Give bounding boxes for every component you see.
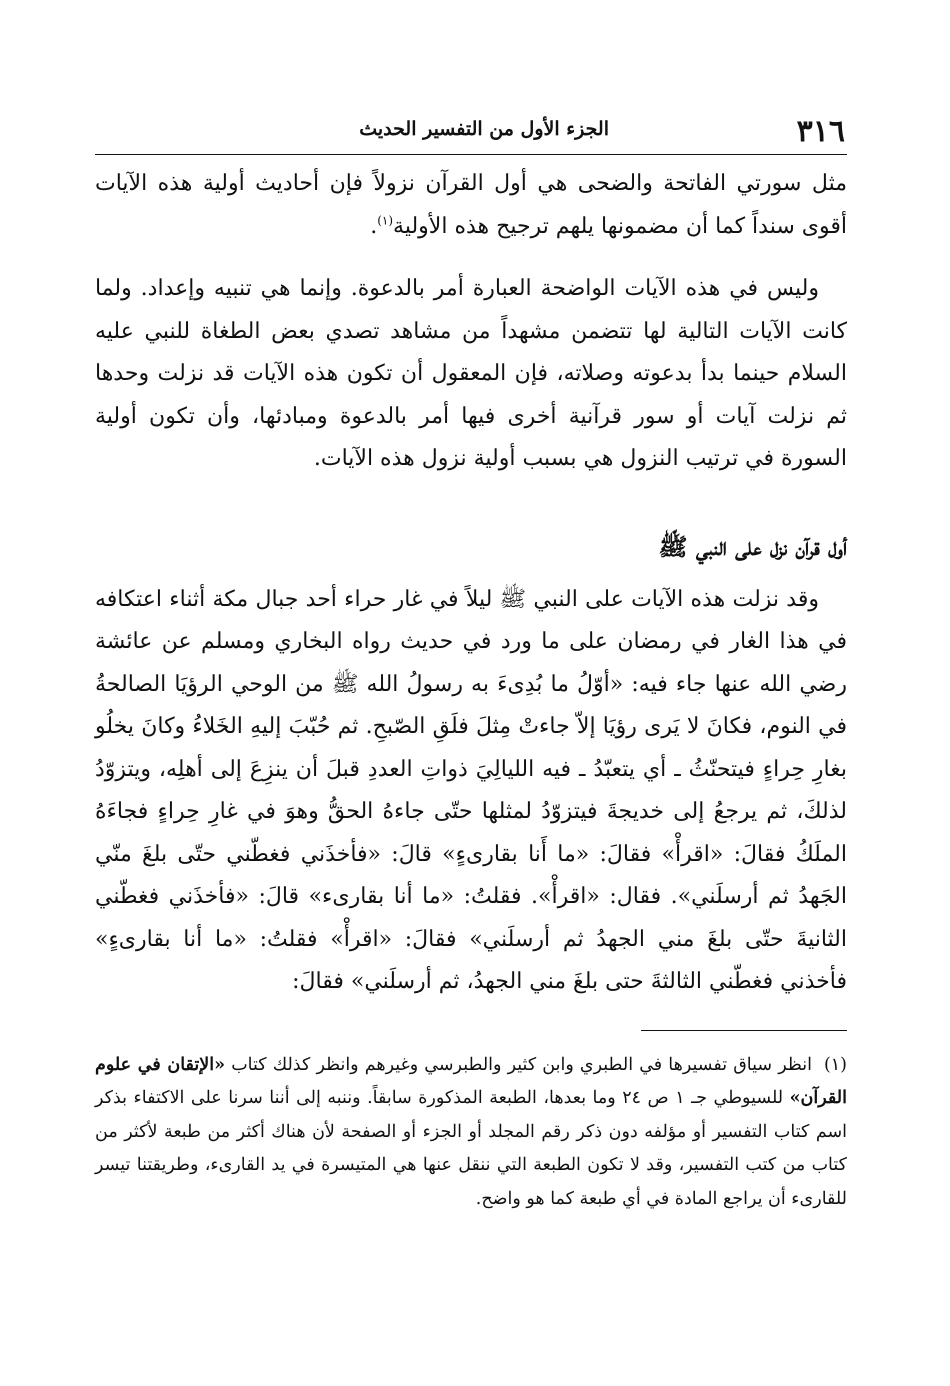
footnote-text-part1: انظر سياق تفسيرها في الطبري وابن كثير والطبرسي وغيرهم وانظر كذلك كتاب bbox=[231, 1054, 812, 1075]
running-title: الجزء الأول من التفسير الحديث bbox=[359, 118, 609, 140]
footnote-1 bbox=[95, 1049, 847, 1217]
footnote-divider bbox=[641, 1030, 847, 1031]
book-page bbox=[95, 108, 847, 1216]
section-paragraph: وقد نزلت هذه الآيات على النبي ﷺ ليلاً في غار حراء أحد جبال مكة أثناء اعتكافه في هذا الغار في رمضان على ما ورد في حديث رواه البخاري ومسلم عن عائشة رضي الله عنها جاء فيه: «أوّلُ ما بُدِىءَ به رسولُ الله ﷺ من الوحي الرؤيَا الصالحةُ في النوم، فكانَ لا يَرى رؤيَا إلاّ جاءتْ مِثلَ فلَقِ الصّبحِ. ثم حُبّبَ إليهِ الخَلاءُ وكانَ يخلُو بغارِ حِراءٍ فيتحنّثُ ـ أي يتعبّدُ ـ فيه الليالِيَ ذواتِ العددِ قبلَ أن ينزِعَ إلى أهلِه، ويتزوّدُ لذلكَ، ثم يرجعُ إلى خديجةَ فيتزوّدُ لمثلها حتّى جاءهُ الحقُّ وهوَ في غارِ حِراءٍ فجاءَهُ الملَكُ فقالَ: «اقرأْ» فقالَ: «ما أَنا بقارىءٍ» قالَ: «فأخذَني فغطّني حتّى بلغَ منّي الجَهدُ ثم أرسلَني». فقال: «اقرأْ». فقلتُ: «ما أنا بقارىء» قالَ: «فأخذَني فغطّني الثانيةَ حتّى بلغَ مني الجهدُ ثم أرسلَني» فقالَ: «اقرأْ» فقلتُ: «ما أنا بقارىءٍ» فأخذني فغطّني الثالثةَ حتى بلغَ مني الجهدُ، ثم أرسلَني» فقالَ: bbox=[95, 586, 848, 994]
intro-paragraph-1-end: . bbox=[370, 213, 378, 239]
footnote-1-text bbox=[95, 1049, 847, 1217]
page-number: ٣١٦ bbox=[796, 114, 845, 149]
footnote-text-part2: للسيوطي جـ ١ ص ٢٤ وما بعدها، الطبعة المذكورة سابقاً. وننبه إلى أننا سرنا على الاكتفاء بذكر اسم كتاب التفسير أو مؤلفه دون ذكر رقم المجلد أو الجزء أو الصفحة لأن هناك أكثر من طبعة لأكثر من كتاب من كتب التفسير، وقد لا تكون الطبعة التي ننقل عنها هي المتيسرة في يد القارىء، وطريقتنا تيسر للقارىء أن يراجع المادة في أي طبعة كما هو واضح. bbox=[95, 1088, 847, 1209]
footnote-marker: (١) bbox=[823, 1054, 847, 1075]
footnotes bbox=[95, 1049, 847, 1217]
footnote-book-reference: «الإتقان في علوم القرآن» bbox=[95, 1054, 847, 1108]
section-heading: أول قرآن نزل على النبي ﷺ bbox=[658, 531, 847, 561]
intro-paragraph-2: وليس في هذه الآيات الواضحة العبارة أمر بالدعوة. وإنما هي تنبيه وإعداد. ولما كانت الآيات التالية لها تتضمن مشهداً من مشاهد تصدي بعض الطغاة للنبي عليه السلام حينما بدأ بدعوته وصلاته، فإن المعقول أن تكون هذه الآيات قد نزلت وحدها ثم نزلت آيات أو سور قرآنية أخرى فيها أمر بالدعوة ومبادئها، وأن تكون أولية السورة في ترتيب النزول هي بسبب أولية نزول هذه الآيات. bbox=[95, 276, 848, 471]
intro-paragraph-1-text: مثل سورتي الفاتحة والضحى هي أول القرآن نزولاً فإن أحاديث أولية هذه الآيات أقوى سنداً كما أن مضمونها يلهم ترجيح هذه الأولية bbox=[95, 171, 847, 239]
footnote-reference: (١) bbox=[377, 213, 394, 228]
intro-paragraph-1 bbox=[95, 163, 847, 248]
running-header bbox=[95, 108, 847, 155]
main-text bbox=[95, 163, 847, 1004]
